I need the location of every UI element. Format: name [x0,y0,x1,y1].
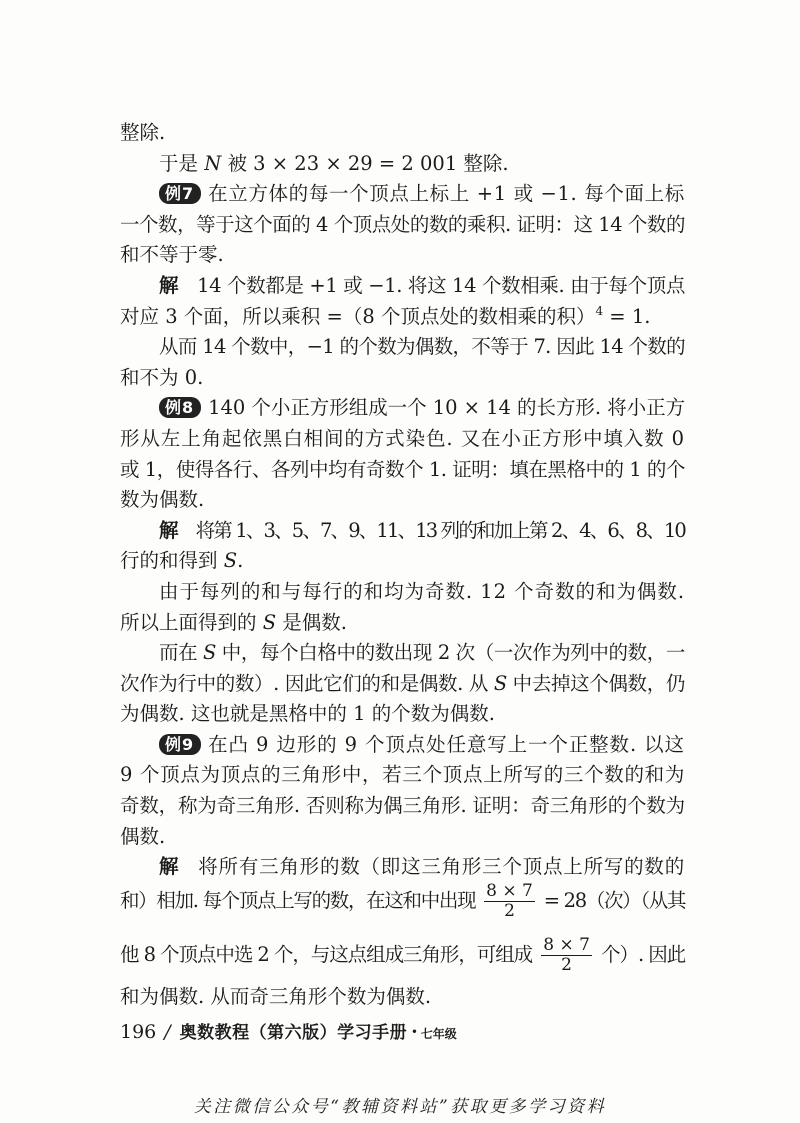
line-content [120,427,685,450]
line-content [120,305,650,328]
math-variable: S [223,549,238,573]
solution-label: 解 [159,273,179,297]
text-run: 对应 3 个面，所以乘积 =（8 个顶点处的数相乘的积） [120,304,596,328]
paragraph [120,577,685,638]
text-run: 形从左上角起依黑白相间的方式染色. 又在小正方形中填入数 0 [120,426,685,450]
fraction-numerator: 8 × 7 [543,935,590,956]
line-content [120,121,165,144]
paragraph [120,149,685,180]
text-run: 是偶数. [276,610,347,634]
text-run: 奇数，称为奇三角形. 否则称为偶三角形. 证明：奇三角形的个数为 [120,794,686,818]
line-content [159,152,509,175]
footer-separator: / [164,1021,171,1043]
paragraph [120,638,685,730]
text-run: 中去掉这个偶数，仍 [506,671,685,695]
text-line [120,577,685,608]
text-line [120,880,686,921]
text-run: 14 个数都是 +1 或 −1. 将这 14 个数相乘. 由于每个顶点 [197,273,685,297]
line-content [120,825,165,848]
paragraph [120,271,685,332]
math-variable: S [203,641,216,665]
text-run: 和为偶数. 从而奇三角形个数为偶数. [120,985,432,1009]
line-content [159,335,685,358]
text-run: 数为偶数. [120,488,205,512]
text-line [120,699,685,730]
math-variable: N [204,151,222,175]
line-content [120,366,203,389]
fraction [484,880,535,921]
line-content [120,458,685,481]
line-content [120,985,431,1008]
text-run: 和不等于零. [120,243,224,267]
page-body [120,118,685,1013]
text-run: 在立方体的每一个顶点上标上 +1 或 −1. 每个面上标 [208,182,685,206]
example-badge: 例8 [159,397,201,418]
solution-label: 解 [159,518,177,542]
page-footer [120,1018,457,1046]
line-content [120,702,495,725]
line-content [120,672,685,695]
line-content [159,182,685,205]
text-run: 在凸 9 边形的 9 个顶点处任意写上一个正整数. 以这 [208,732,685,756]
text-run: 于是 [159,151,205,175]
book-title: 奥数教程（第六版）学习手册 [179,1023,408,1043]
text-line [120,363,685,394]
text-run: 为偶数. 这也就是黑格中的 1 的个数为偶数. [120,702,495,726]
text-run: 行的和得到 [120,549,224,573]
text-line [120,638,685,669]
line-content [159,641,685,664]
text-run: 9 个顶点为顶点的三角形中，若三个顶点上所写的三个数的和为 [120,763,685,787]
exponent: 4 [595,303,604,318]
line-content [120,549,243,572]
line-content [120,880,686,921]
paragraph [120,118,685,149]
text-run: 将第 1、3、5、7、9、11、13 列的和加上第 2、4、6、8、10 [195,518,685,542]
text-line [120,302,685,333]
text-line [120,760,685,791]
fraction-denominator: 2 [504,900,515,921]
line-content [120,488,204,511]
line-content [159,855,685,878]
paragraph [120,179,685,271]
text-run: 和）相加. 每个顶点上写的数，在这和中出现 [120,888,481,912]
text-run: 他 8 个顶点中选 2 个，与这点组成三角形，可组成 [120,943,538,967]
text-run: 而在 [159,641,204,665]
text-line [120,485,685,516]
text-line [120,240,685,271]
fraction [541,937,592,974]
text-run: 次作为行中的数）. 因此它们的和是偶数. 从 [120,671,494,695]
text-line [120,455,685,486]
line-content [159,274,685,297]
paragraph [120,516,685,577]
text-line [120,149,685,180]
text-run: = 1. [603,304,651,328]
math-variable: S [262,610,277,634]
text-run: 由于每列的和与每行的和均为奇数. 12 个奇数的和为偶数. [159,579,686,603]
line-content [120,243,224,266]
math-variable: S [493,671,507,695]
line-content [120,213,685,236]
text-run: 一个数，等于这个面的 4 个顶点处的数的乘积. 证明：这 14 个数的 [120,212,685,236]
page-number: 196 [120,1021,157,1043]
text-run: 中，每个白格中的数出现 2 次（一次作为列中的数，一 [216,641,685,665]
text-run: 个）. 因此 [595,943,686,967]
text-line [120,210,685,241]
line-content [159,580,685,603]
grade-label: 七年级 [420,1027,457,1041]
paragraph [120,332,685,393]
line-content [159,396,685,419]
text-line [120,179,685,210]
line-content [159,733,685,756]
text-line [120,669,685,700]
text-line [120,935,686,976]
line-content [120,611,347,634]
solution-label: 解 [159,855,180,879]
line-content [159,519,685,542]
text-line [120,332,685,363]
fraction-numerator: 8 × 7 [486,880,533,901]
watermark-text: 关注微信公众号“教辅资料站”获取更多学习资料 [193,1097,607,1117]
line-content [120,935,686,976]
text-run: 将所有三角形的数（即这三角形三个顶点上所写的数的 [198,855,685,879]
example-badge: 例7 [159,183,201,204]
example-badge: 例9 [159,734,201,755]
text-run: 整除. [120,121,166,144]
text-line [120,852,685,883]
text-line [120,393,685,424]
line-content [120,794,685,817]
text-line [120,271,685,302]
paragraph [120,852,685,1012]
text-run: 140 个小正方形组成一个 10 × 14 的长方形. 将小正方 [208,396,686,420]
line-content [120,763,685,786]
footer-dot: · [411,1021,418,1043]
text-line [120,982,685,1013]
fraction-denominator: 2 [561,955,572,976]
text-run: 所以上面得到的 [120,610,263,634]
text-run: 偶数. [120,824,166,848]
text-line [120,822,685,853]
text-line [120,791,685,822]
text-run: 从而 14 个数中，−1 的个数为偶数，不等于 7. 因此 14 个数的 [159,335,685,359]
text-line [120,608,685,639]
text-run: 和不为 0. [120,365,204,389]
paragraph [120,393,685,515]
text-run: 被 3 × 23 × 29 = 2 001 整除. [221,151,509,175]
text-line [120,424,685,455]
text-run: 或 1，使得各行、各列中均有奇数个 1. 证明：填在黑格中的 1 的个 [120,457,685,481]
text-line [120,546,685,577]
text-line [120,730,685,761]
text-run: . [237,549,244,573]
text-line [120,118,685,149]
text-run: = 28（次）（从其 [538,888,686,912]
paragraph [120,730,685,852]
text-line [120,516,685,547]
